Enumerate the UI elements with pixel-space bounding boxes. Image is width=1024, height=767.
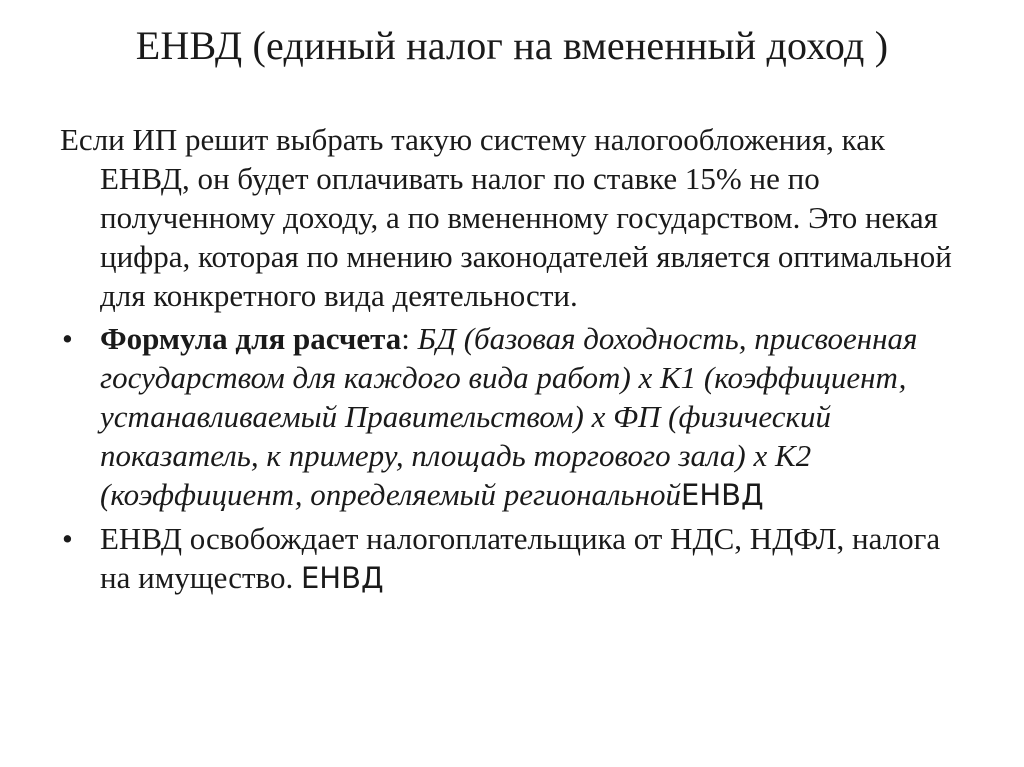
formula-label: Формула для расчета xyxy=(100,321,402,356)
bullet-marker: • xyxy=(62,321,73,356)
formula-colon: : xyxy=(401,321,418,356)
bullet-formula xyxy=(60,319,960,515)
formula-text: БД (базовая доходность, присвоенная государством для каждого вида работ) х К1 (коэффициент, устанавливаемый Правительством) х ФП (физический показатель, к примеру, площадь торгового зала) х К2 (коэффициент, определяемый региональной xyxy=(100,321,918,512)
intro-paragraph: Если ИП решит выбрать такую систему налогообложения, как ЕНВД, он будет оплачивать налог по ставке 15% не по полученному доходу, а по вмененному государством. Это некая цифра, которая по мнению законодателей является оптимальной для конкретного вида деятельности. xyxy=(60,122,952,313)
bullet-marker: • xyxy=(62,521,73,556)
slide-title: ЕНВД (единый налог на вмененный доход ) xyxy=(135,23,889,68)
exemption-tag: ЕНВД xyxy=(300,561,384,595)
slide-content xyxy=(60,120,960,598)
formula-tag: ЕНВД xyxy=(681,478,764,512)
exemption-text: ЕНВД освобождает налогоплательщика от НДС, НДФЛ, налога на имущество. xyxy=(100,521,941,595)
bullet-exemption xyxy=(60,519,960,598)
